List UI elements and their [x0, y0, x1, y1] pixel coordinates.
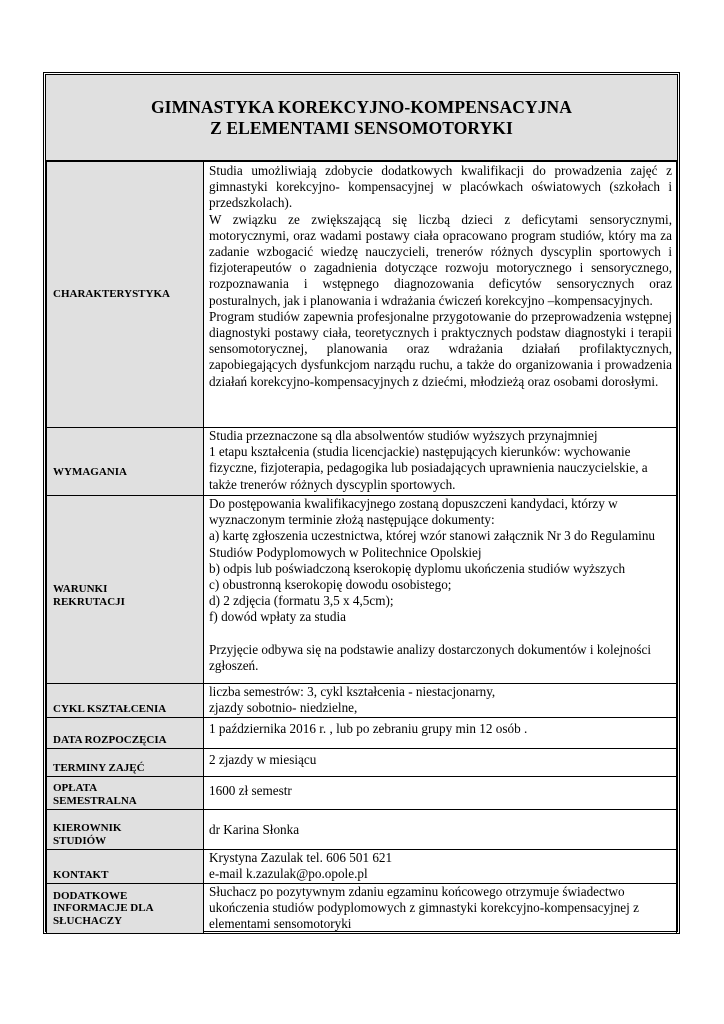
- value-cykl-ksztalcenia: [204, 684, 677, 718]
- title-box: [46, 75, 677, 161]
- wymagania-line-1: Studia przeznaczone są dla absolwentów studiów wyższych przynajmniej: [209, 428, 598, 443]
- kontakt-email: e-mail k.zazulak@po.opole.pl: [209, 866, 368, 882]
- warunki-item-c: c) obustronną kserokopię dowodu osobistego;: [209, 577, 452, 593]
- kierownik-value: dr Karina Słonka: [209, 822, 300, 837]
- wymagania-line-2: 1 etapu kształcenia (studia licencjackie) następujących kierunków: wychowanie fizyczne, fizjoterapia, pedagogika lub posiadających uprawnienia nauczycielskie, a także trenerów różnych dyscyplin sportowych.: [209, 444, 648, 492]
- label-dodatkowe-informacje: [47, 884, 204, 934]
- warunki-item-d: d) 2 zdjęcia (formatu 3,5 x 4,5cm);: [209, 593, 394, 609]
- row-dodatkowe-informacje: [47, 884, 677, 934]
- row-data-rozpoczecia: [47, 718, 677, 749]
- warunki-intro: Do postępowania kwalifikacyjnego zostaną dopuszczeni kandydaci, którzy w wyznaczonym terminie złożą następujące dokumenty:: [209, 496, 618, 528]
- charakterystyka-p2: W związku ze zwiększającą się liczbą dzieci z deficytami sensorycznymi, motorycznymi, oraz wadami postawy ciała opracowano program studiów, który ma za zadanie wzbogacić wiedzę nauczycieli, trenerów różnych dyscyplin sportowych i fizjoterapeutów o zagadnienia dotyczące rozwoju motorycznego i sensorycznego, rozpoznawania i wstępnego diagnozowania deficytów sensorycznych oraz posturalnych, jak i planowania i wdrażania ćwiczeń korekcyjno –kompensacyjnych.: [209, 211, 672, 308]
- dodatkowe-value: Słuchacz po pozytywnym zdaniu egzaminu końcowego otrzymuje świadectwo ukończenia studiów podyplomowych z gimnastyki korekcyjno-kompensacyjnej z elementami sensomotoryki: [209, 884, 639, 932]
- label-sluchaczy-text: SŁUCHACZY: [53, 914, 123, 927]
- label-studiow-text: STUDIÓW: [53, 834, 107, 847]
- value-kierownik-studiow: [204, 810, 677, 850]
- label-kierownik-studiow: [47, 810, 204, 850]
- label-dodatkowe-text: DODATKOWE: [53, 889, 128, 902]
- title-line-1: GIMNASTYKA KOREKCYJNO-KOMPENSACYJNA: [150, 96, 573, 117]
- label-kontakt: [47, 850, 204, 884]
- label-kontakt-text: KONTAKT: [53, 868, 109, 881]
- warunki-item-b: b) odpis lub poświadczoną kserokopię dyplomu ukończenia studiów wyższych: [209, 560, 626, 576]
- label-data-text: DATA ROZPOCZĘCIA: [53, 733, 167, 746]
- value-charakterystyka: [204, 162, 677, 428]
- label-semestralna-text: SEMESTRALNA: [53, 794, 137, 807]
- label-warunki-rekrutacji: [47, 496, 204, 684]
- title-line-2: Z ELEMENTAMI SENSOMOTORYKI: [210, 117, 513, 138]
- row-warunki-rekrutacji: [47, 496, 677, 684]
- row-terminy-zajec: [47, 749, 677, 777]
- label-warunki-text: WARUNKI: [53, 583, 108, 595]
- cykl-line-1: liczba semestrów: 3, cykl kształcenia - niestacjonarny,: [209, 684, 496, 699]
- label-oplata-semestralna: [47, 777, 204, 810]
- label-cykl-ksztalcenia: [47, 684, 204, 718]
- label-informacje-text: INFORMACJE DLA: [53, 902, 154, 914]
- row-cykl-ksztalcenia: [47, 684, 677, 718]
- document-frame: [43, 72, 680, 934]
- label-wymagania-text: WYMAGANIA: [53, 465, 127, 478]
- label-wymagania: [47, 428, 204, 496]
- label-cykl-text: CYKL KSZTAŁCENIA: [53, 702, 167, 715]
- row-kierownik-studiow: [47, 810, 677, 850]
- cykl-line-2: zjazdy sobotnio- niedzielne,: [209, 700, 358, 716]
- row-wymagania: [47, 428, 677, 496]
- value-wymagania: [204, 428, 677, 496]
- label-oplata-text: OPŁATA: [53, 782, 98, 794]
- row-oplata-semestralna: [47, 777, 677, 810]
- warunki-item-a: a) kartę zgłoszenia uczestnictwa, której wzór stanowi załącznik Nr 3 do Regulaminu Studiów Podyplomowych w Politechnice Opolskiej: [209, 528, 656, 560]
- row-charakterystyka: [47, 162, 677, 428]
- warunki-spacer: [209, 626, 672, 642]
- label-charakterystyka-text: CHARAKTERYSTYKA: [53, 288, 170, 301]
- kontakt-phone: Krystyna Zazulak tel. 606 501 621: [209, 850, 393, 865]
- label-terminy-zajec: [47, 749, 204, 777]
- label-data-rozpoczecia: [47, 718, 204, 749]
- label-charakterystyka: [47, 162, 204, 428]
- value-dodatkowe-informacje: [204, 884, 677, 934]
- info-table: [46, 161, 677, 934]
- label-rekrutacji-text: REKRUTACJI: [53, 595, 125, 608]
- label-terminy-text: TERMINY ZAJĘĆ: [53, 761, 145, 774]
- data-value: 1 października 2016 r. , lub po zebraniu grupy min 12 osób .: [209, 721, 528, 736]
- value-kontakt: [204, 850, 677, 884]
- row-kontakt: [47, 850, 677, 884]
- warunki-note: Przyjęcie odbywa się na podstawie analizy dostarczonych dokumentów i kolejności zgłoszeń.: [209, 641, 652, 673]
- value-data-rozpoczecia: [204, 718, 677, 749]
- oplata-value: 1600 zł semestr: [209, 783, 292, 798]
- value-warunki-rekrutacji: [204, 496, 677, 684]
- value-oplata-semestralna: [204, 777, 677, 810]
- value-terminy-zajec: [204, 749, 677, 777]
- terminy-value: 2 zjazdy w miesiącu: [209, 752, 317, 767]
- label-kierownik-text: KIEROWNIK: [53, 822, 122, 834]
- charakterystyka-p3: Program studiów zapewnia profesjonalne przygotowanie do przeprowadzenia wstępnej diagnostyki postawy ciała, teoretycznych i praktycznych podstaw diagnostyki i terapii sensomotorycznej, planowania oraz wdrażania działań profilaktycznych, zapobiegających dysfunkcjom narządu ruchu, a także do organizowania i prowadzenia działań korekcyjno-kompensacyjnych z dziećmi, młodzieżą oraz osobami dorosłymi.: [209, 308, 672, 389]
- charakterystyka-p1: Studia umożliwiają zdobycie dodatkowych kwalifikacji do prowadzenia zajęć z gimnastyki korekcyjno- kompensacyjnej w placówkach oświatowych (szkołach i przedszkolach).: [209, 163, 672, 211]
- warunki-item-f: f) dowód wpłaty za studia: [209, 609, 346, 625]
